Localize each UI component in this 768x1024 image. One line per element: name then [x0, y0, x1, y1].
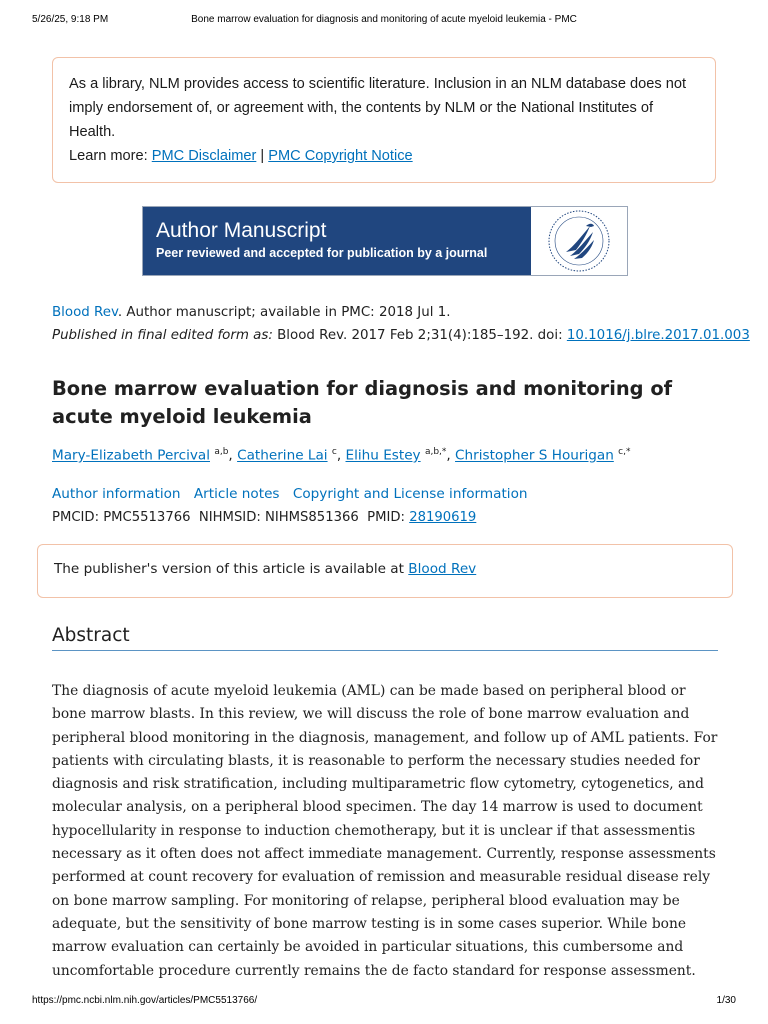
banner-subtitle: Peer reviewed and accepted for publication by a journal	[156, 246, 488, 260]
published-label: Published in final edited form as:	[52, 328, 273, 343]
hhs-eagle-icon	[531, 207, 627, 275]
print-page-number: 1/30	[716, 995, 736, 1006]
author-link[interactable]: Elihu Estey	[345, 447, 421, 464]
copyright-license-link[interactable]: Copyright and License information	[292, 486, 528, 502]
author-link[interactable]: Christopher S Hourigan	[455, 447, 614, 464]
citation-line	[52, 305, 450, 320]
disclaimer-text: As a library, NLM provides access to scientific literature. Inclusion in an NLM database does not imply endorsement of, or agreement with, the contents by NLM or the National Institutes of Health.	[69, 76, 687, 140]
article-notes-link[interactable]: Article notes	[193, 486, 280, 502]
author-affiliation[interactable]: a,b,*	[424, 447, 447, 457]
article-title: Bone marrow evaluation for diagnosis and monitoring of acute myeloid leukemia	[52, 377, 673, 428]
publisher-text: The publisher's version of this article is available at	[54, 561, 404, 577]
article-ids	[52, 510, 476, 525]
link-separator: |	[260, 148, 265, 164]
abstract-text: The diagnosis of acute myeloid leukemia (AML) can be made based on peripheral blood or bone marrow blasts. In this review, we will discuss the role of bone marrow evaluation and peripheral blood monitoring in the diagnosis, management, and follow up of AML patients. For patients with circulating blasts, it is reasonable to perform the necessary studies needed for diagnosis and risk stratification, including multiparametric flow cytometry, cytogenetics, and molecular analysis, on a peripheral blood specimen. The day 14 marrow is used to document hypocellularity in response to induction chemotherapy, but it is unclear if that assessmentis necessary as it often does not affect immediate management. Currently, response assessments performed at count recovery for evaluation of remission and measurable residual disease rely on bone marrow sampling. For monitoring of relapse, peripheral blood evaluation may be adequate, but the sensitivity of bone marrow testing is in some cases superior. While bone marrow evaluation can certainly be avoided in particular situations, this cumbersome and uncomfortable procedure currently remains the de facto standard for response assessment.	[52, 683, 718, 979]
citation-availability: . Author manuscript; available in PMC: 2018 Jul 1.	[117, 305, 451, 320]
print-page-title: Bone marrow evaluation for diagnosis and monitoring of acute myeloid leukemia - PMC	[191, 14, 577, 25]
author-information-link[interactable]: Author information	[52, 486, 181, 502]
author-list: Mary-Elizabeth Percival $^{a,b}$, Catherine Lai $^c$, Elihu Estey $^{a,b,*}$, Christopher S Hourigan $^{c,*}$	[52, 447, 631, 464]
nihmsid: NIHMSID: NIHMS851366	[198, 510, 359, 525]
learn-more-label: Learn more:	[69, 148, 148, 164]
publisher-version-notice	[37, 544, 733, 598]
journal-link[interactable]: Blood Rev	[52, 305, 118, 320]
author-link[interactable]: Mary-Elizabeth Percival	[52, 447, 210, 464]
author-affiliation[interactable]: c,*	[618, 447, 631, 457]
print-datetime: 5/26/25, 9:18 PM	[32, 14, 109, 25]
pmcid: PMCID: PMC5513766	[52, 510, 191, 525]
abstract-heading: Abstract	[52, 625, 718, 651]
pmc-disclaimer-link[interactable]: PMC Disclaimer	[151, 148, 257, 164]
banner-title: Author Manuscript	[156, 219, 327, 242]
author-link[interactable]: Catherine Lai	[237, 447, 328, 464]
author-affiliation[interactable]: a,b	[214, 447, 229, 457]
print-url: https://pmc.ncbi.nlm.nih.gov/articles/PMC5513766/	[32, 995, 258, 1006]
doi-link[interactable]: 10.1016/j.blre.2017.01.003	[566, 328, 750, 343]
published-text: Blood Rev. 2017 Feb 2;31(4):185–192. doi:	[272, 328, 567, 343]
pmid-link[interactable]: 28190619	[409, 510, 477, 525]
pmc-copyright-link[interactable]: PMC Copyright Notice	[268, 148, 413, 164]
author-affiliation[interactable]: c	[331, 447, 337, 457]
pmid-label: PMID:	[367, 510, 405, 525]
learn-more-line	[69, 144, 699, 168]
article-meta-links	[52, 486, 537, 502]
published-line	[52, 328, 750, 343]
author-manuscript-banner	[142, 206, 628, 276]
nlm-disclaimer	[52, 57, 716, 183]
banner-text-block	[143, 207, 531, 275]
publisher-link[interactable]: Blood Rev	[408, 561, 477, 577]
